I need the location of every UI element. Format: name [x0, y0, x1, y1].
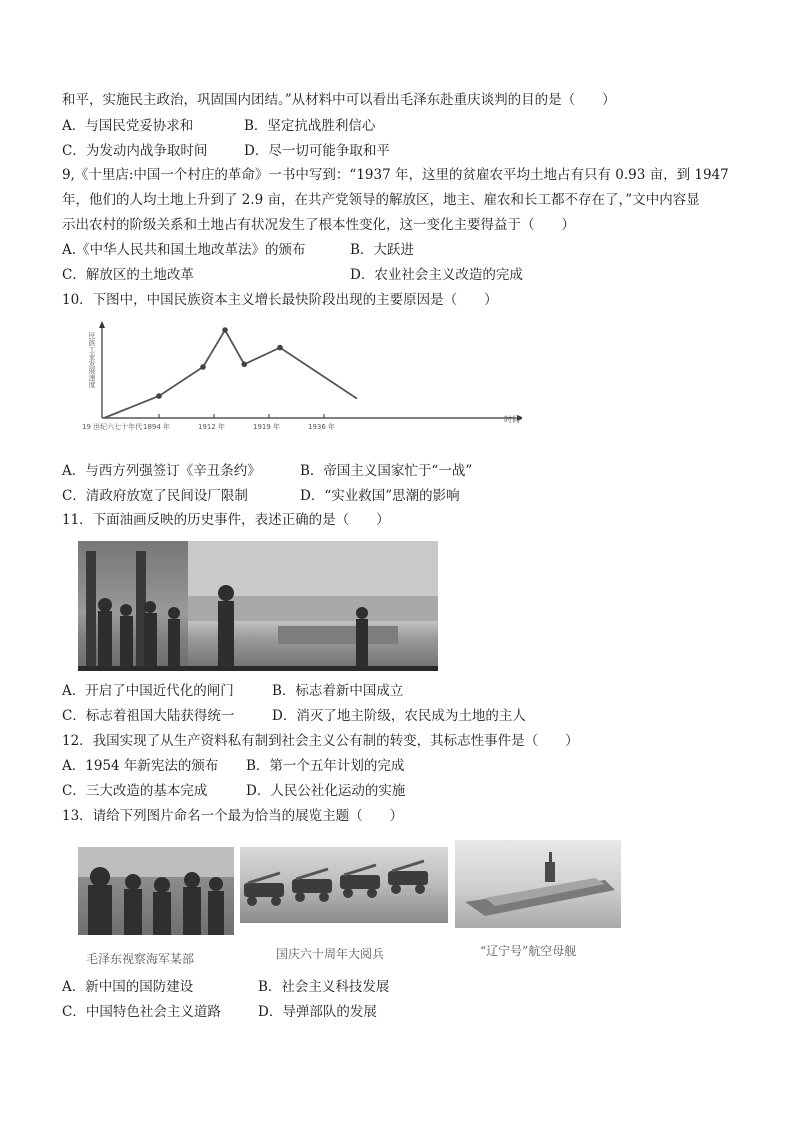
q13-option-c: C．中国特色社会主义道路 — [62, 1004, 221, 1020]
data-point — [277, 345, 283, 351]
q12-option-d: D．人民公社化运动的实施 — [246, 783, 406, 799]
q12-stem: 12．我国实现了从生产资料私有制到社会主义公有制的转变，其标志性事件是（ ） — [62, 733, 579, 749]
q8-option-b: B．坚定抗战胜利信心 — [244, 118, 376, 134]
q10-line-chart — [62, 318, 522, 450]
y-axis-arrow — [99, 321, 105, 328]
q10-option-d: D．“实业救国”思潮的影响 — [300, 488, 460, 504]
q9-option-b: B．大跃进 — [350, 242, 414, 258]
x-tick-label: 19 世纪六七十年代 — [82, 423, 143, 431]
q9-stem-line-1: 9,《十里店:中国一个村庄的革命》一书中写到：“1937 年，这里的贫雇农平均土地占有只有 0.93 亩，到 1947 — [62, 167, 729, 183]
q8-stem-line: 和平，实施民主政治，巩固国内团结。”从材料中可以看出毛泽东赴重庆谈判的目的是（ ） — [62, 92, 616, 108]
q8-option-a: A．与国民党妥协求和 — [62, 118, 194, 134]
q13-stem: 13．请给下列图片命名一个最为恰当的展览主题（ ） — [62, 808, 404, 824]
photo-liaoning-carrier — [455, 840, 621, 928]
caption-mao-navy-visit: 毛泽东视察海军某部 — [86, 952, 195, 966]
q9-option-a: A.《中华人民共和国土地改革法》的颁布 — [62, 242, 306, 258]
q9-stem-line-2: 年，他们的人均土地上升到了 2.9 亩，在共产党领导的解放区，地主、雇农和长工都不存在了，”文中内容显 — [62, 192, 700, 208]
q8-option-d: D．尽一切可能争取和平 — [244, 143, 390, 159]
q11-option-d: D．消灭了地主阶级，农民成为土地的主人 — [272, 708, 526, 724]
q13-option-d: D．导弹部队的发展 — [258, 1004, 377, 1020]
growth-line — [104, 330, 357, 418]
q12-option-c: C．三大改造的基本完成 — [62, 783, 208, 799]
q9-stem-line-3: 示出农村的阶级关系和土地占有状况发生了根本性变化，这一变化主要得益于（ ） — [62, 217, 575, 233]
q10-stem: 10．下图中，中国民族资本主义增长最快阶段出现的主要原因是（ ） — [62, 292, 498, 308]
q10-option-b: B．帝国主义国家忙于“一战” — [300, 463, 473, 479]
q12-option-a: A．1954 年新宪法的颁布 — [62, 758, 219, 774]
q8-option-c: C．为发动内战争取时间 — [62, 143, 208, 159]
y-axis-label: 民族工业发展速度 — [88, 332, 96, 388]
data-point — [241, 362, 247, 368]
q11-option-c: C．标志着祖国大陆获得统一 — [62, 708, 235, 724]
x-tick-label: 1912 年 — [198, 423, 226, 431]
caption-liaoning-carrier: “辽宁号”航空母舰 — [480, 944, 577, 958]
q13-option-a: A．新中国的国防建设 — [62, 979, 194, 995]
oil-painting-founding-ceremony — [78, 541, 438, 671]
q10-option-a: A．与西方列强签订《辛丑条约》 — [62, 463, 261, 479]
q10-option-c: C．清政府放宽了民间设厂限制 — [62, 488, 248, 504]
x-tick-label: 1936 年 — [308, 423, 336, 431]
photo-mao-navy-visit — [78, 847, 234, 935]
q9-option-c: C．解放区的土地改革 — [62, 267, 194, 283]
x-axis-label: 时间 — [504, 415, 520, 424]
photo-military-parade — [240, 847, 448, 923]
data-point — [222, 327, 228, 333]
q9-option-d: D．农业社会主义改造的完成 — [350, 267, 523, 283]
q11-option-a: A．开启了中国近代化的闸门 — [62, 683, 234, 699]
x-tick-label: 1894 年 — [143, 423, 171, 431]
x-tick-label: 1919 年 — [253, 423, 281, 431]
q11-option-b: B．标志着新中国成立 — [272, 683, 404, 699]
q11-stem: 11．下面油画反映的历史事件，表述正确的是（ ） — [62, 512, 390, 528]
data-point — [156, 393, 162, 399]
q13-option-b: B．社会主义科技发展 — [258, 979, 390, 995]
q12-option-b: B．第一个五年计划的完成 — [246, 758, 405, 774]
caption-military-parade: 国庆六十周年大阅兵 — [276, 947, 385, 961]
data-point — [200, 364, 206, 370]
